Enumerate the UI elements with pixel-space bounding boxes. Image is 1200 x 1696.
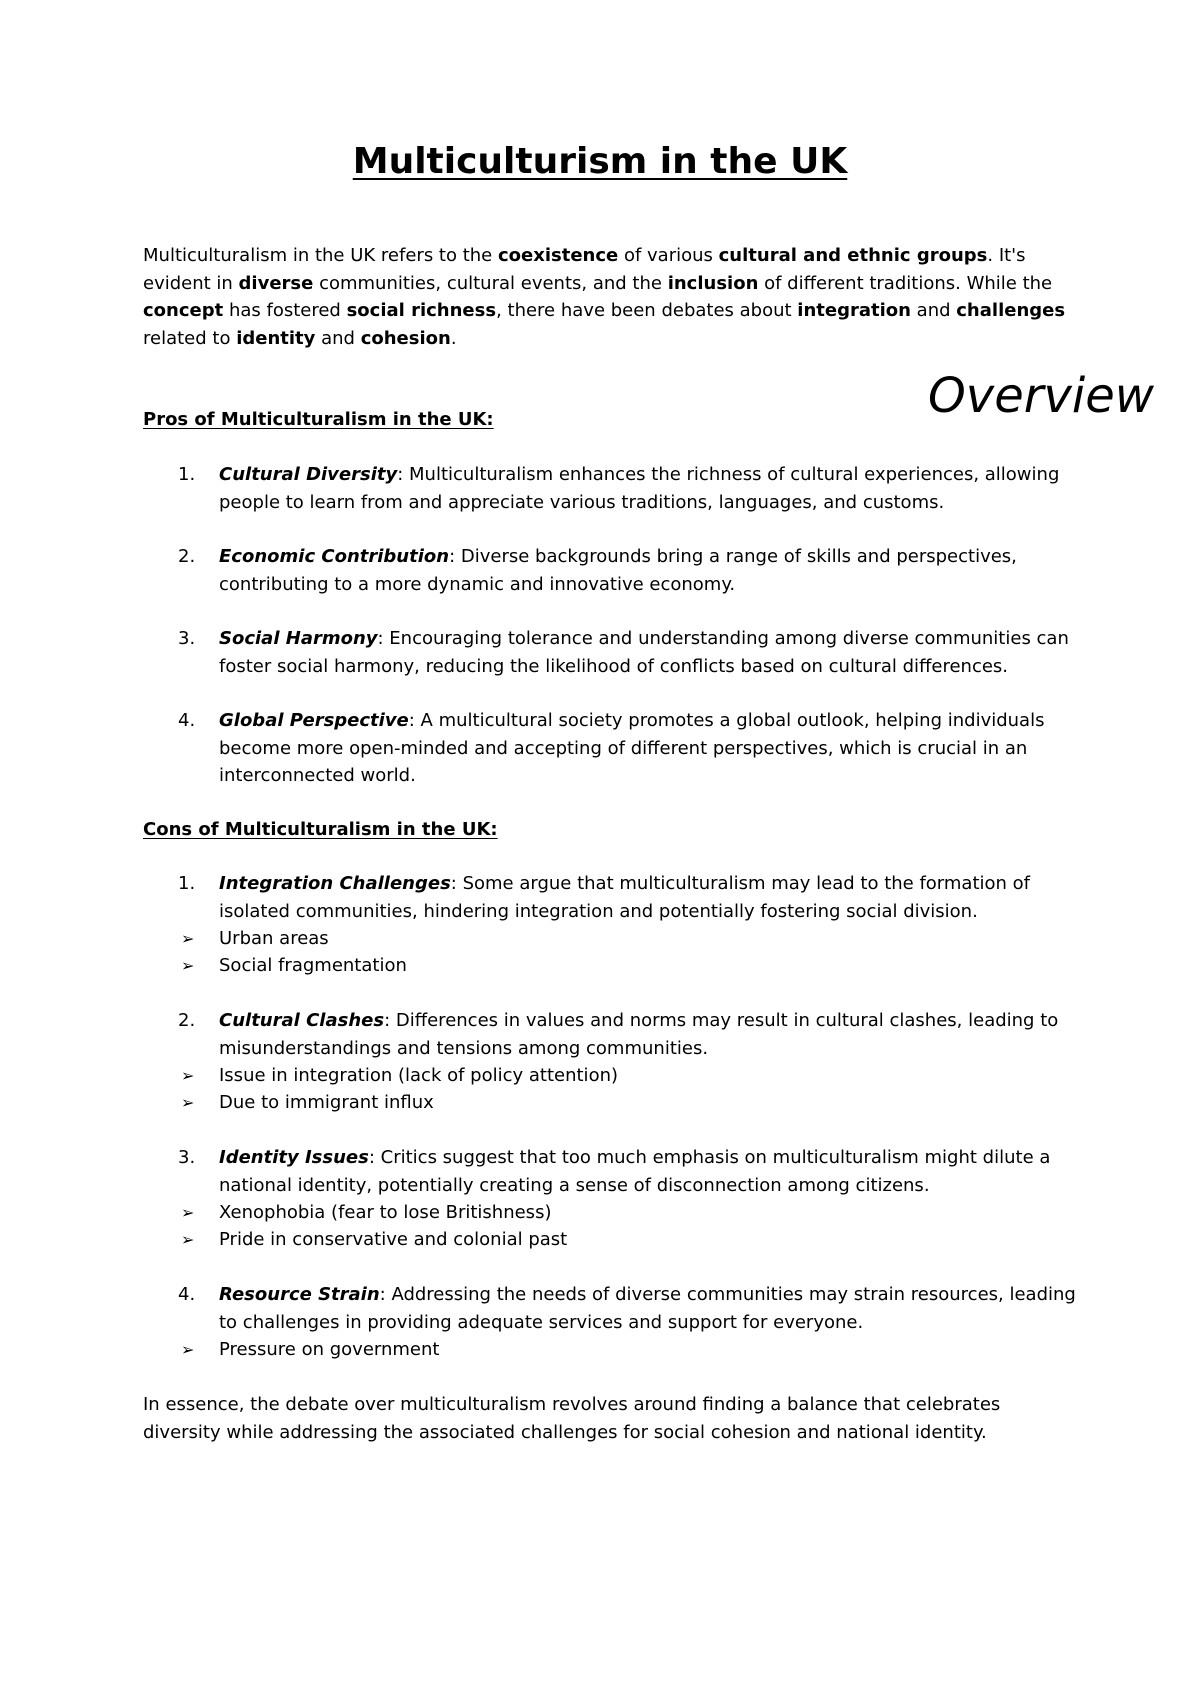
pros-item xyxy=(143,625,1083,680)
intro-text: and xyxy=(315,327,361,349)
intro-text: , there have been debates about xyxy=(496,300,798,321)
bullet-text: Pressure on government xyxy=(219,1339,440,1360)
list-item-body xyxy=(219,625,1079,680)
bullet-text: Due to immigrant influx xyxy=(219,1092,434,1113)
intro-text: communities, cultural events, and the xyxy=(313,272,668,294)
intro-bold-term: concept xyxy=(143,300,224,321)
intro-bold-term: diverse xyxy=(238,272,314,294)
bullet-text: Social fragmentation xyxy=(219,955,407,976)
intro-bold-term: challenges xyxy=(956,300,1066,321)
list-number: 2. xyxy=(178,1010,196,1031)
pros-heading: Pros of Multiculturalism in the UK: xyxy=(143,409,494,430)
list-item-body xyxy=(219,461,1079,516)
intro-bold-term: cultural and ethnic groups xyxy=(718,245,988,266)
list-term: Cultural Diversity xyxy=(219,464,398,485)
intro-bold-term: social richness xyxy=(346,300,497,321)
list-bullet xyxy=(143,952,1043,980)
page-title: Multiculturism in the UK xyxy=(352,141,848,182)
bullet-text: Pride in conservative and colonial past xyxy=(219,1229,568,1250)
list-text: : Some argue that multiculturalism may lead to the formation of isolated communities, hindering integration and potentially fostering social division. xyxy=(219,873,1031,922)
list-text: : Diverse backgrounds bring a range of skills and perspectives, contributing to a more dynamic and innovative economy. xyxy=(219,546,1017,595)
cons-heading: Cons of Multiculturalism in the UK: xyxy=(143,819,498,840)
list-text: : A multicultural society promotes a global outlook, helping individuals become more open-minded and accepting of different perspectives, which is crucial in an interconnected world. xyxy=(219,710,1045,786)
intro-bold-term: cohesion xyxy=(360,327,451,349)
intro-text: . It's evident in xyxy=(143,245,1026,294)
list-text: : Critics suggest that too much emphasis on multiculturalism might dilute a national identity, potentially creating a sense of disconnection among citizens. xyxy=(219,1147,1051,1196)
intro-bold-term: integration xyxy=(797,300,911,321)
arrow-bullet-icon: ➢ xyxy=(181,1203,195,1222)
list-number: 3. xyxy=(178,1147,196,1168)
intro-text: and xyxy=(910,300,957,321)
list-number: 1. xyxy=(178,464,196,485)
overview-label: Overview xyxy=(928,368,1154,424)
arrow-bullet-icon: ➢ xyxy=(181,1340,195,1359)
cons-item xyxy=(143,1281,1083,1336)
list-item-body xyxy=(219,707,1079,790)
intro-text: . xyxy=(450,327,457,349)
intro-text: Multiculturalism in the UK refers to the xyxy=(143,245,498,266)
list-number: 3. xyxy=(178,628,196,649)
list-text: : Addressing the needs of diverse communities may strain resources, leading to challenges in providing adequate services and support for everyone. xyxy=(219,1284,1076,1333)
intro-bold-term: inclusion xyxy=(667,272,759,294)
list-text: : Encouraging tolerance and understanding among diverse communities can foster social harmony, reducing the likelihood of conflicts based on cultural differences. xyxy=(219,628,1069,677)
pros-item xyxy=(143,707,1083,790)
list-term: Global Perspective xyxy=(219,710,409,731)
list-bullet xyxy=(143,1089,1043,1117)
intro-text: of various xyxy=(618,245,719,266)
pros-item xyxy=(143,461,1083,516)
intro-text: related to xyxy=(143,327,237,349)
bullet-text: Urban areas xyxy=(219,928,329,949)
intro-bold-term: coexistence xyxy=(497,245,619,266)
list-item-body xyxy=(219,543,1079,598)
list-item-body xyxy=(219,870,1079,925)
list-term: Economic Contribution xyxy=(219,546,450,567)
list-item-body xyxy=(219,1144,1079,1199)
list-number: 4. xyxy=(178,1284,196,1305)
cons-item xyxy=(143,1007,1083,1062)
list-term: Social Harmony xyxy=(219,628,378,649)
intro-paragraph xyxy=(143,242,1083,352)
list-bullet xyxy=(143,925,1043,953)
arrow-bullet-icon: ➢ xyxy=(181,1230,195,1249)
list-text: : Differences in values and norms may result in cultural clashes, leading to misunderstandings and tensions among communities. xyxy=(219,1010,1059,1059)
arrow-bullet-icon: ➢ xyxy=(181,956,195,975)
bullet-text: Issue in integration (lack of policy attention) xyxy=(219,1065,619,1086)
list-number: 2. xyxy=(178,546,196,567)
list-term: Resource Strain xyxy=(219,1284,380,1305)
bullet-text: Xenophobia (fear to lose Britishness) xyxy=(219,1202,552,1223)
closing-paragraph: In essence, the debate over multiculturalism revolves around finding a balance that celebrates diversity while addressing the associated challenges for social cohesion and national identity. xyxy=(143,1394,1001,1443)
intro-text: has fostered xyxy=(223,300,347,321)
intro-text: of different traditions. While the xyxy=(758,272,1053,294)
list-item-body xyxy=(219,1007,1079,1062)
cons-item xyxy=(143,1144,1083,1199)
pros-item xyxy=(143,543,1083,598)
list-number: 1. xyxy=(178,873,196,894)
list-number: 4. xyxy=(178,710,196,731)
list-term: Identity Issues xyxy=(219,1147,369,1168)
list-term: Cultural Clashes xyxy=(219,1010,385,1031)
arrow-bullet-icon: ➢ xyxy=(181,929,195,948)
cons-item xyxy=(143,870,1083,925)
list-bullet xyxy=(143,1062,1043,1090)
list-bullet xyxy=(143,1226,1043,1254)
intro-bold-term: identity xyxy=(236,327,316,349)
list-term: Integration Challenges xyxy=(219,873,451,894)
arrow-bullet-icon: ➢ xyxy=(181,1093,195,1112)
arrow-bullet-icon: ➢ xyxy=(181,1066,195,1085)
list-text: : Multiculturalism enhances the richness of cultural experiences, allowing people to learn from and appreciate various traditions, languages, and customs. xyxy=(219,464,1060,513)
list-bullet xyxy=(143,1336,1043,1364)
list-bullet xyxy=(143,1199,1043,1227)
list-item-body xyxy=(219,1281,1079,1336)
